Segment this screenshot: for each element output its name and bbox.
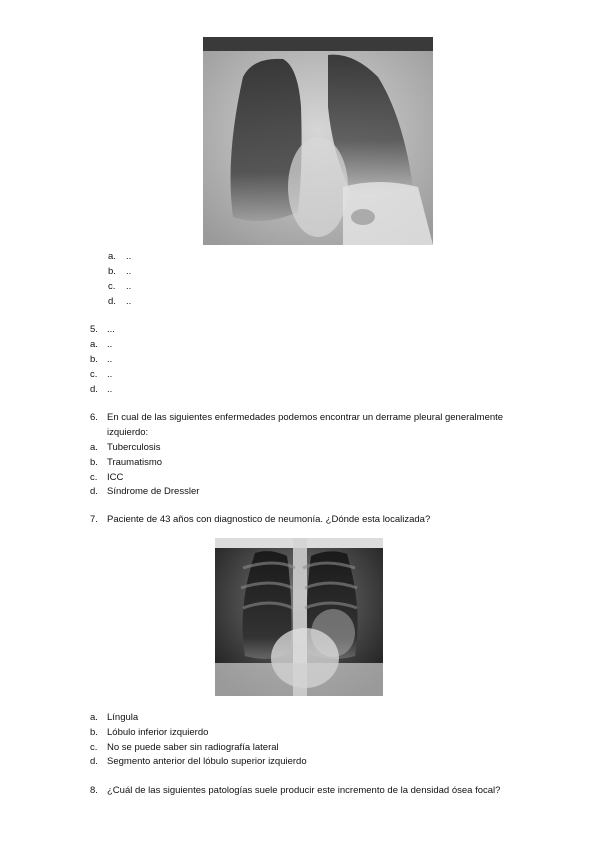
q7-option-c: c. No se puede saber sin radiografía lateral [90, 742, 279, 753]
q7-option-d: d. Segmento anterior del lóbulo superior izquierdo [90, 756, 307, 767]
q6-option-d: d. Síndrome de Dressler [90, 486, 200, 497]
chest-xray-image-2 [215, 538, 383, 696]
question-7: 7. Paciente de 43 años con diagnostico de neumonía. ¿Dónde esta localizada? [90, 514, 431, 525]
q5-option-b: b. .. [90, 354, 113, 365]
top-option-a: a. .. [108, 251, 132, 262]
question-6-continuation: izquierdo: [107, 427, 149, 438]
q6-option-c: c. ICC [90, 472, 124, 483]
q5-option-d: d. .. [90, 384, 113, 395]
question-5: 5. ... [90, 324, 115, 335]
q7-option-a: a. Língula [90, 712, 139, 723]
q5-option-c: c. .. [90, 369, 113, 380]
question-6: 6. En cual de las siguientes enfermedades podemos encontrar un derrame pleural generalmente [90, 412, 504, 423]
top-option-c: c. .. [108, 281, 132, 292]
q6-option-b: b. Traumatismo [90, 457, 163, 468]
chest-xray-image-1 [203, 37, 433, 245]
q7-option-b: b. Lóbulo inferior izquierdo [90, 727, 209, 738]
top-option-d: d. .. [108, 296, 132, 307]
top-option-b: b. .. [108, 266, 132, 277]
q6-option-a: a. Tuberculosis [90, 442, 161, 453]
q5-option-a: a. .. [90, 339, 113, 350]
question-8: 8. ¿Cuál de las siguientes patologías suele producir este incremento de la densidad ósea focal? [90, 785, 501, 796]
